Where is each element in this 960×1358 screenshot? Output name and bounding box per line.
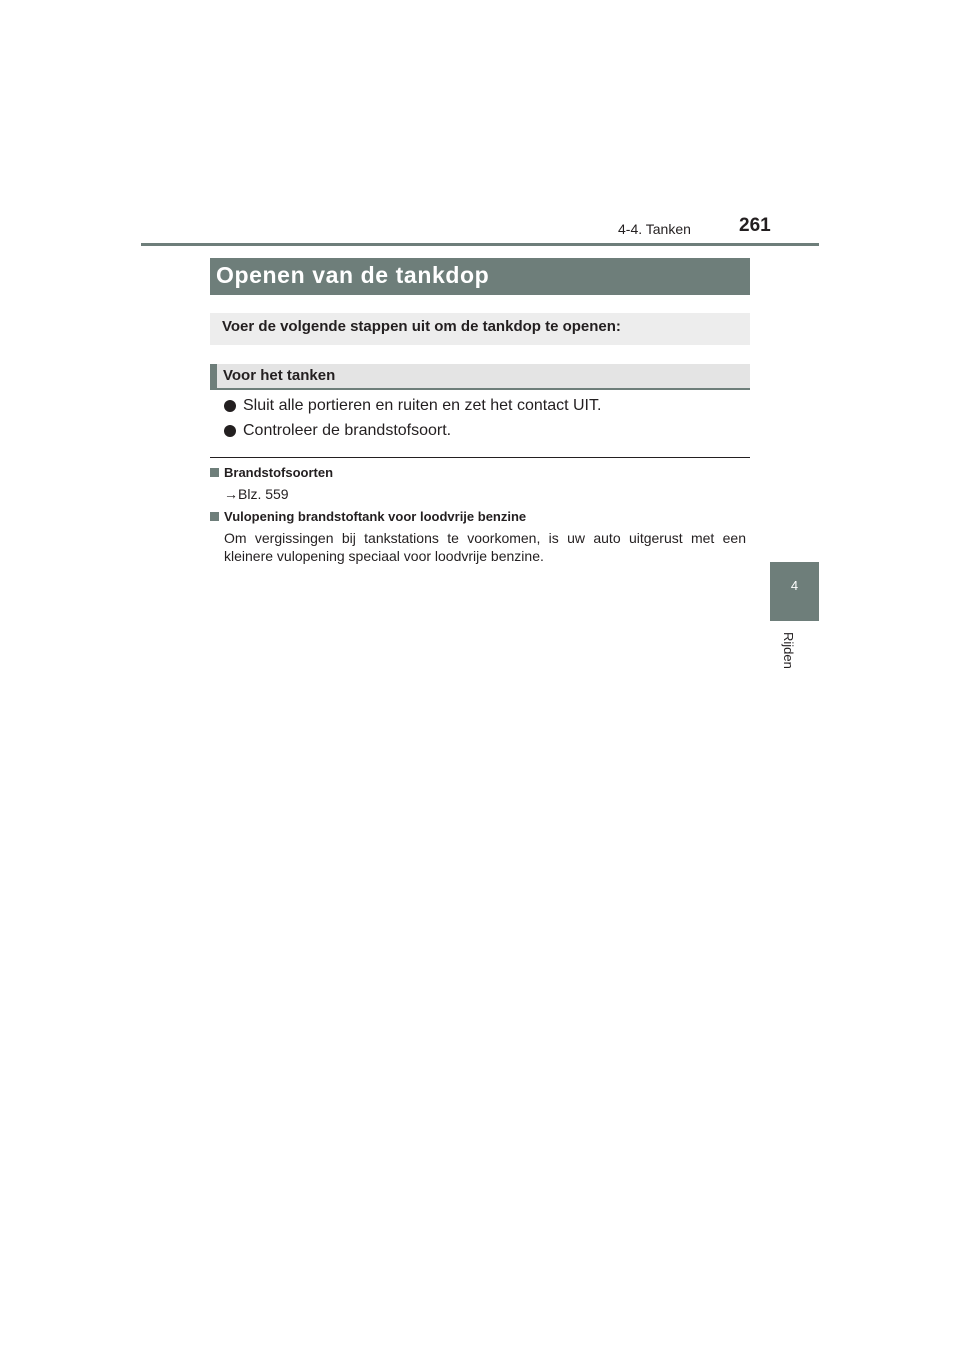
- header-rule: [141, 243, 819, 246]
- note-body-line: Om vergissingen bij tankstations te voorkomen, is uw auto uitgerust met een: [224, 530, 746, 546]
- note-body-line: kleinere vulopening speciaal voor loodvrije benzine.: [224, 548, 544, 564]
- notes-divider: [210, 457, 750, 458]
- note-heading-text: Vulopening brandstoftank voor loodvrije benzine: [224, 509, 527, 524]
- section-label: 4-4. Tanken: [618, 221, 691, 237]
- list-item: [224, 397, 601, 415]
- list-item: [224, 422, 451, 440]
- chapter-tab-label: Rijden: [781, 632, 796, 669]
- note-body: [224, 529, 746, 565]
- subsection-accent: [210, 364, 217, 388]
- bullet-text: Sluit alle portieren en ruiten en zet het contact UIT.: [243, 397, 602, 414]
- page-number: 261: [739, 215, 771, 236]
- note-heading-text: Brandstofsoorten: [224, 465, 334, 480]
- note-square-icon: [210, 512, 219, 521]
- note-body: →Blz. 559: [224, 486, 289, 502]
- note-square-icon: [210, 468, 219, 477]
- subsection-title: Voor het tanken: [223, 367, 336, 384]
- bullet-dot-icon: [224, 425, 236, 437]
- note-heading: [210, 509, 526, 524]
- chapter-tab-number: 4: [790, 578, 799, 593]
- bullet-text: Controleer de brandstofsoort.: [243, 422, 452, 439]
- subsection-rule: [210, 388, 750, 390]
- bullet-dot-icon: [224, 400, 236, 412]
- note-heading: [210, 465, 333, 480]
- intro-text: Voer de volgende stappen uit om de tankdop te openen:: [222, 318, 621, 335]
- page-title: Openen van de tankdop: [216, 262, 490, 288]
